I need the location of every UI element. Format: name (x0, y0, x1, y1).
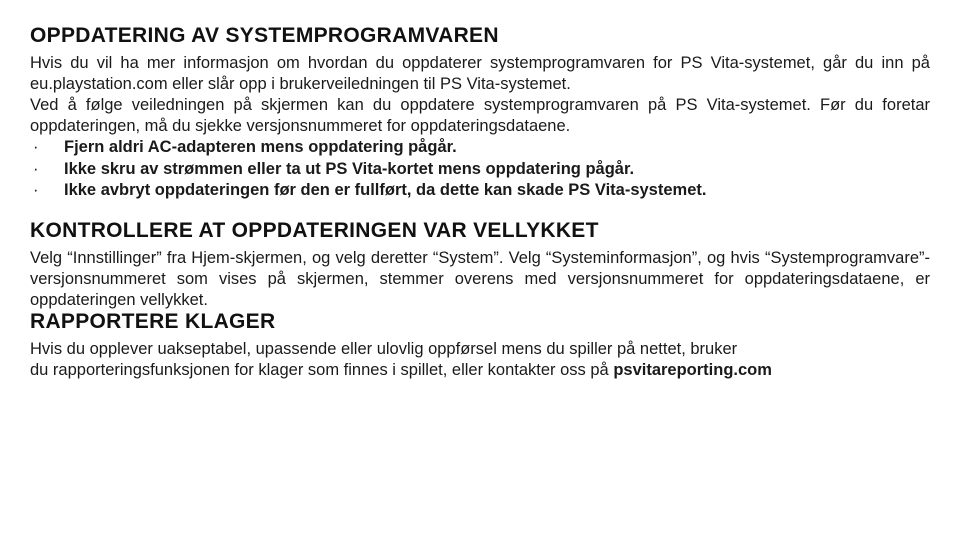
bullet-marker: · (33, 159, 39, 178)
warning-item (30, 137, 930, 159)
verify-paragraph: Velg “Innstillinger” fra Hjem-skjermen, og velg deretter “System”. Velg “Systeminformasjon”, og hvis “Systemprogramvare”-versjonsnummeret som vises på skjermen, stemmer overens med versjonsnummeret for oppdateringsdataene, er oppdateringen vellykket. (30, 248, 930, 309)
report-line2: du rapporteringsfunksjonen for klager som finnes i spillet, eller kontakter oss på (30, 360, 614, 379)
warning-text: Fjern aldri AC-adapteren mens oppdatering pågår. (64, 138, 457, 156)
report-paragraph (30, 339, 930, 381)
warning-text: Ikke skru av strømmen eller ta ut PS Vita-kortet mens oppdatering pågår. (64, 159, 635, 178)
warning-list (30, 137, 930, 202)
section-heading-report: RAPPORTERE KLAGER (30, 309, 276, 333)
warning-item (30, 159, 930, 181)
bullet-marker: · (33, 181, 39, 199)
section-heading-update: OPPDATERING AV SYSTEMPROGRAMVAREN (30, 24, 499, 47)
warning-text: Ikke avbryt oppdateringen før den er fullført, da dette kan skade PS Vita-systemet. (64, 181, 707, 199)
bullet-marker: · (33, 138, 39, 156)
report-line1: Hvis du opplever uakseptabel, upassende eller ulovlig oppførsel mens du spiller på nettet, bruker (30, 339, 738, 358)
report-site-name: psvitareporting.com (613, 360, 772, 379)
warning-item (30, 180, 930, 202)
section-heading-verify: KONTROLLERE AT OPPDATERINGEN VAR VELLYKKET (30, 218, 599, 242)
update-instructions-paragraph: Ved å følge veiledningen på skjermen kan du oppdatere systemprogramvaren på PS Vita-systemet. Før du foretar oppdateringen, må du sjekke versjonsnummeret for oppdateringsdataene. (30, 96, 930, 135)
update-intro-paragraph: Hvis du vil ha mer informasjon om hvordan du oppdaterer systemprogramvaren for PS Vita-systemet, går du inn på eu.playstation.com eller slår opp i brukerveiledningen til PS Vita-systemet. (30, 54, 930, 93)
